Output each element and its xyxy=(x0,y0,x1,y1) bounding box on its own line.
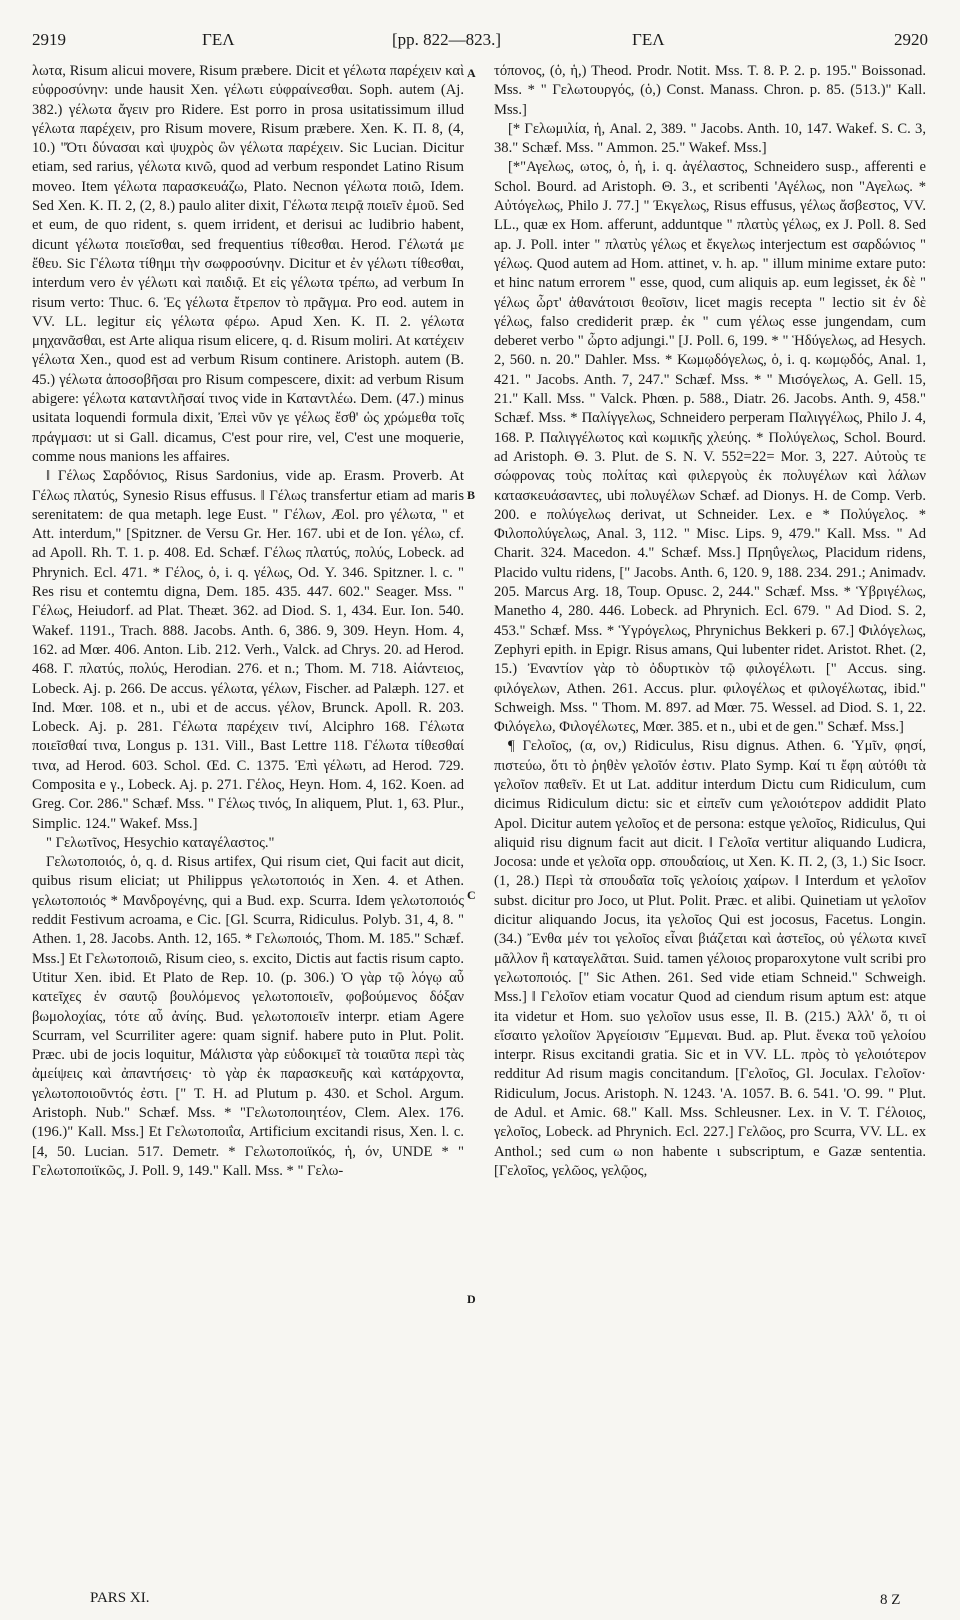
gathering-mark: 8 Z xyxy=(880,1592,901,1608)
entry-paragraph: τόπονος, (ὁ, ἡ,) Theod. Prodr. Notit. Mss. T. 8. P. 2. p. 195." Boissonad. Mss. * " Γελωτουργός, (ὁ,) Const. Manass. Chron. p. 85. (513.)" Kall. Mss.] xyxy=(494,63,926,118)
signature-mark: PARS XI. xyxy=(90,1590,150,1606)
page-number-right: 2920 xyxy=(894,30,928,49)
section-marker-b: B xyxy=(467,488,476,502)
entry-paragraph: ‖ Γέλως Σαρδόνιος, Risus Sardonius, vide ap. Erasm. Proverb. At Γέλως πλατύς, Synesio Risus effusus. ‖ Γέλως transfertur etiam ad maris serenitatem: de qua metaph. lege Eust. " Γέλων, Æol. pro γέλωτα, " et Att. interdum," [Spitzner. de Versu Gr. Her. 167. ubi et de Ion. γέλω, cf. ad Apoll. Rh. T. 1. p. 408. Ed. Schæf. Γέλως πλατύς, πολύς, Lobeck. ad Phrynich. Ecl. 471. * Γέλος, ὁ, i. q. γέλως, Od. Υ. 346. Spitzner. l. c. " Res risu et contemtu digna, Dem. 185. 435. 447. 602." Seager. Mss. " Γέλως, Heiudorf. ad Plat. Theæt. 362. ad Diod. S. 1, 434. Eur. Ion. 540. Wakef. 1191., Trach. 888. Jacobs. Anth. 6, 386. 9, 309. Heyn. Hom. 4, 162. ad Mœr. 406. Anton. Lib. 212. Verh., Valck. ad Chrys. 20. ad Herod. 468. Γ. πλατύς, πολύς, Herodian. 276. et n.; Thom. M. 718. Αἰάντειος, Lobeck. Aj. p. 266. De accus. γέλωτα, γέλων, Fischer. ad Palæph. 127. et Ind. Mœr. 108. et n., ubi et de accus. γέλον, Brunck. Apoll. R. 203. Lobeck. Aj. p. 281. Γέλωτα παρέχειν τινί, Alciphro 168. Γέλωτα ποιεῖσθαί τινα, Longus p. 131. Vill., Bast Lettre 118. Γέλωτα τίθεσθαί τινα, ad Herod. 603. Schol. Œd. C. 1375. Ἐπὶ γέλωτι, ad Herod. 729. Composita e γ., Lobeck. Aj. p. 271. Γέλος, Heyn. Hom. 4, 162. Koen. ad Greg. Cor. 286." Schæf. Mss. " Γέλως τινός, In aliquem, Plut. 1, 63. Plur., Simplic. 124." Wakef. Mss.] xyxy=(32,468,464,832)
section-marker-c: C xyxy=(467,888,476,902)
entry-paragraph: [* Γελωμιλία, ἡ, Anal. 2, 389. " Jacobs. Anth. 10, 147. Wakef. S. C. 3, 38." Schæf. Mss. " Ammon. 25." Wakef. Mss.] xyxy=(494,120,926,157)
entry-paragraph: [*"Αγελως, ωτος, ὁ, ἡ, i. q. ἀγέλαστος, Schneidero susp., afferenti e Schol. Bourd. ad Aristoph. Θ. 3., et scribenti 'Αγέλως, non "Αγελως. * Αὐτόγελως, Philo J. 77.] " Έκγελως, Risus effusus, γέλως ἄσβεστος, VV. LL., quæ ex Hom. afferunt, adduntque " πλατὺς γέλως, ex J. Poll. 8. Sed ap. J. Poll. inter " πλατὺς γέλως et ἔκγελως interjectum est σαρδώνιος " γέλως. Quod autem ad Hom. attinet, v. h. ap. " illum minime extare puto: et hinc natum errorem " esse, quod, cum aliquis ap. eum legisset, ἐκ δὲ " γέλως ὦρτ' ἀθανάτοισι θεοῖσιν, licet magis recepta " lectio sit ἐν δὲ γέλως, falso crediderit præp. ἐκ " cum γέλως esse jungendam, cum deberet verbo " ὦρτο adjungi." [J. Poll. 6, 199. * " Ἡδύγελως, ad Hesych. 2, 560. n. 20." Dahler. Mss. * Κωμῳδόγελως, ὁ, i. q. κωμῳδός, Anal. 1, 421. " Jacobs. Anth. 7, 247." Schæf. Mss. * " Μισόγελως, A. Gell. 15, 21." Kall. Mss. " Valck. Phœn. p. 588., Diatr. 26. Jacobs. Anth. 9, 458." Schæf. Mss. * Παλίγγελως, Schneidero perperam Παλιγγέλως, Philo J. 4, 168. P. Παλιγγέλωτος καὶ κωμικῆς χλεύης. * Πολύγελως, Schol. Bourd. ad Aristoph. Θ. 3. Plut. de S. N. V. 552=22= Mor. 3, 227. Αὐτοὺς τε σώφρονας τοὺς πολίτας καὶ φιλεργοὺς ἐκ πολυγέλων καὶ λάλων κατασκευάσαντες, ubi πολυγέλων Schæf. ad Dionys. H. de Comp. Verb. 200. e πολύγελως derivat, ut Schneider. Lex. e * Πολύγελος. * Φιλοπολύγελως, Anal. 3, 112. " Misc. Lips. 9, 479." Kall. Mss. " Ad Charit. 324. Macedon. 4." Schæf. Mss.] Πρηΰγελως, Placidum ridens, Placido vultu ridens, [" Jacobs. Anth. 6, 120. 9, 188. 234. 291.; Animadv. 205. Marcus Arg. 18, Toup. Opusc. 2, 244." Schæf. Mss. * Ὑβριγέλως, Manetho 4, 280. 446. Lobeck. ad Phrynich. Ecl. 679. " Ad Diod. S. 2, 453." Schæf. Mss. * Ὑγρόγελως, Phrynichus Bekkeri p. 67.] Φιλόγελως, Zephyri epith. in Epigr. Risus amans, Qui lubenter ridet. Aristot. Rhet. (2, 15.) Ἐναντίον γὰρ τὸ ὀδυρτικὸν τῷ φιλογέλωτι. [" Accus. sing. φιλόγελων, Athen. 261. Accus. plur. φιλογέλως et φιλογέλωτας, ibid." Schweigh. Mss. " Thom. M. 897. ad Mœr. 75. Wessel. ad Diod. S. 1, 22. Φιλόγελω, Φιλογέλωτες, Mœr. 385. et n., ubi et de gen." Schæf. Mss.] xyxy=(494,159,926,736)
entry-paragraph: ¶ Γελοῖος, (α, ον,) Ridiculus, Risu dignus. Athen. 6. Ὑμῖν, φησί, πιστεύω, ὅτι τὸ ῥηθὲν γελοῖόν ἐστιν. Plato Symp. Καί τι ἔφη αὐτόθι τὰ γελοῖον παθεῖν. Et ut Lat. additur interdum Dictu cum Ridiculum, cum dicimus Ridiculum dictu: sic et εἰπεῖν cum γελοιότερον addidit Plato Apol. Dicitur autem γελοῖος et de persona: estque γελοῖος, Ridiculus, Qui aliquid risu dignum facit aut dicit. ‖ Γελοῖα vertitur aliquando Ludicra, Jocosa: unde et γελοῖα opp. σπουδαίοις, ut Xen. K. Π. 2, (3, 1.) Sic Isocr. (1, 28.) Περὶ τὰ σπουδαῖα τοῖς γελοίοις χαίρων. ‖ Interdum et γελοῖον subst. dicitur pro Joco, ut Plut. Polit. Præc. et alibi. Quinetiam ut γελοῖον dicitur aliquando Jocus, ita γελοῖος Qui est jocosus, Facetus. Longin. (34.) Ἔνθα μέν τοι γελοῖος εἶναι βιάζεται καὶ ἀστεῖος, οὐ γέλωτα κινεῖ μᾶλλον ἢ καταγελᾶται. Suid. tamen γέλοιος proparoxytone vult scribi pro γελωτοποιός. [" Sic Athen. 261. Sed vide etiam Schneid." Schweigh. Mss.] ‖ Γελοῖον etiam vocatur Quod ad ciendum risum aptum est: atque ita videtur et Hom. suo γελοῖον usus esse, Il. B. (215.) Ἀλλ' ὅ, τι οἱ εἴσαιτο γελοίϊον Ἀργείοισιν Ἔμμεναι. Bud. ap. Plut. ἕνεκα τοῦ γελοίου interpr. Risus excitandi gratia. Sic et in VV. LL. πρὸς τὸ γελοιότερον redditur Ad risum magis concitandum. [Γελοῖος, Gl. Joculax. Γελοῖον· Ridiculum, Jocus. Aristoph. N. 1243. 'A. 1057. B. 6. 541. 'O. 99. " Plut. de Adul. et Amic. 68." Kall. Mss. Schleusner. Lex. in V. T. Γέλοιος, γελοῖος, Lobeck. ad Phrynich. Ecl. 227.] Γελῶος, pro Scurra, VV. LL. ex Anthol.; sed cum ω non habente ι subscriptum, e Gazæ sententia. [Γελοῖος, γελῶος, γελῷος, xyxy=(494,738,926,1179)
right-column xyxy=(494,62,926,1181)
entry-paragraph: Γελωτοποιός, ὁ, q. d. Risus artifex, Qui risum ciet, Qui facit aut dicit, quibus risum eliciat; ut Philippus γελωτοποιός in Xen. 4. et Athen. γελωτοποιός * Μανδρογένης, qui a Bud. exp. Scurra. Idem γελωτοποιός reddit Festivum acroama, e Cic. [Gl. Scurra, Ridiculus. Polyb. 31, 4, 8. " Athen. 1, 28. Jacobs. Anth. 12, 165. * Γελωποιός, Thom. M. 185." Schæf. Mss.] Et Γελωτοποιῶ, Risum cieo, s. excito, Dictis aut factis risum capto. Utitur Xen. ibid. Et Plato de Rep. 10. (p. 306.) Ὁ γὰρ τῷ λόγῳ αὖ κατεῖχες ἐν σαυτῷ βουλόμενος γελωτοποιεῖν, φοβούμενος δόξαν βωμολοχίας, τότε αὖ ἀνίης. Bud. γελωτοποιεῖν interpr. etiam Agere Scurram, vel Scurriliter agere: quam signif. habere puto in Plut. Polit. Præc. ubi de jocis loquitur, Μάλιστα γὰρ εὐδοκιμεῖ τὰ τοιαῦτα περὶ τὰς ἀμείψεις καὶ ἀπαντήσεις· τὸ γὰρ ἐκ παρασκευῆς καὶ κατάρχοντα, γελωτοποιοῦντός ἐστι. [" T. H. ad Plutum p. 430. et Schol. Argum. Aristoph. Nub." Schæf. Mss. * "Γελωτοποιητέον, Clem. Alex. 176. (196.)" Kall. Mss.] Et Γελωτοποιΐα, Artificium excitandi risus, Xen. l. c. [4, 50. Lucian. 517. Demetr. * Γελωτοποιϊκός, ἡ, όν, UNDE * " Γελωτοποιϊκῶς, J. Poll. 9, 149." Kall. Mss. * " Γελω- xyxy=(32,854,464,1179)
page-range: [pp. 822—823.] xyxy=(392,30,502,49)
page-number-left: 2919 xyxy=(32,30,66,49)
running-header xyxy=(32,30,928,60)
entry-paragraph: λωτα, Risum alicui movere, Risum præbere. Dicit et γέλωτα παρέχειν καὶ εὐφροσύνην: unde hausit Xen. γέλωτι εὐφραίνεσθαι. Soph. autem (Aj. 382.) γέλωτα ἄγειν pro Ridere. Est porro in prosa usitatissimum illud γέλωτα παρέχειν, pro Risum movere, Risum præbere. Xen. K. Π. 8, (4, 10.) "Ότι δύνασαι καὶ ψυχρὸς ὢν γέλωτα παρέχειν. Sic Lucian. Dicitur etiam, sed rarius, γέλωτα κινῶ, quod ad verbum respondet Latino Risum moveo. Item γέλωτα παρασκευάζω, Plato. Necnon γέλωτα ποιῶ, Idem. Sed Xen. K. Π. 2, (2, 8.) paulo aliter dixit, Γέλωτα πειρᾷ ποιεῖν ἐμοῦ. Sed et eum, de quo rident, s. quem irrident, et derisui ac ludibrio habent, dicunt γέλωτα ποιεῖσθαι, sed frequentius τίθεσθαι. Herod. Γέλωτά με ἔθευ. Sic Γέλωτα τίθημι τὴν σωφροσύνην. Dicitur et ἐν γέλωτι τίθεσθαι, interdum vero ἐν γέλωτι καὶ παιδιᾷ. Et εἰς γέλωτα τρέπω, ad verbum In risum verto: Thuc. 6. Ἐς γέλωτα ἔτρεπον τὸ πρᾶγμα. Pro eod. autem in VV. LL. legitur εἰς γέλωτα φέρω. Apud Xen. K. Π. 2. γέλωτα μηχανᾶσθαι, est Arte aliqua risum elicere, q. d. Risum moliri. At κατέχειν γέλωτα Xen., quod est ad verbum Risum continere. Aristoph. autem (B. 45.) γέλωτα ἀποσοβῆσαι pro Risum compescere, dixit: ad verbum Risum abigere: γέλωτα καταντλῆσαί τινος vide in Καταντλέω. Dem. (47.) minus usitata loquendi formula dixit, Ἐπεὶ νῦν γε γέλως ἔσθ' ὡς χρώμεθα τοῖς πράγμασι: ut si Gall. dicamus, C'est pour rire, vel, C'est une moquerie, comme nous manions les affaires. xyxy=(32,63,464,465)
entry-paragraph: " Γελωτῖνος, Hesychio καταγέλαστος." xyxy=(46,834,275,851)
section-marker-a: A xyxy=(467,66,476,80)
keyword-left: ΓΕΛ xyxy=(202,30,235,49)
left-column xyxy=(32,62,464,1181)
section-marker-d: D xyxy=(467,1292,476,1306)
keyword-right: ΓΕΛ xyxy=(632,30,665,49)
